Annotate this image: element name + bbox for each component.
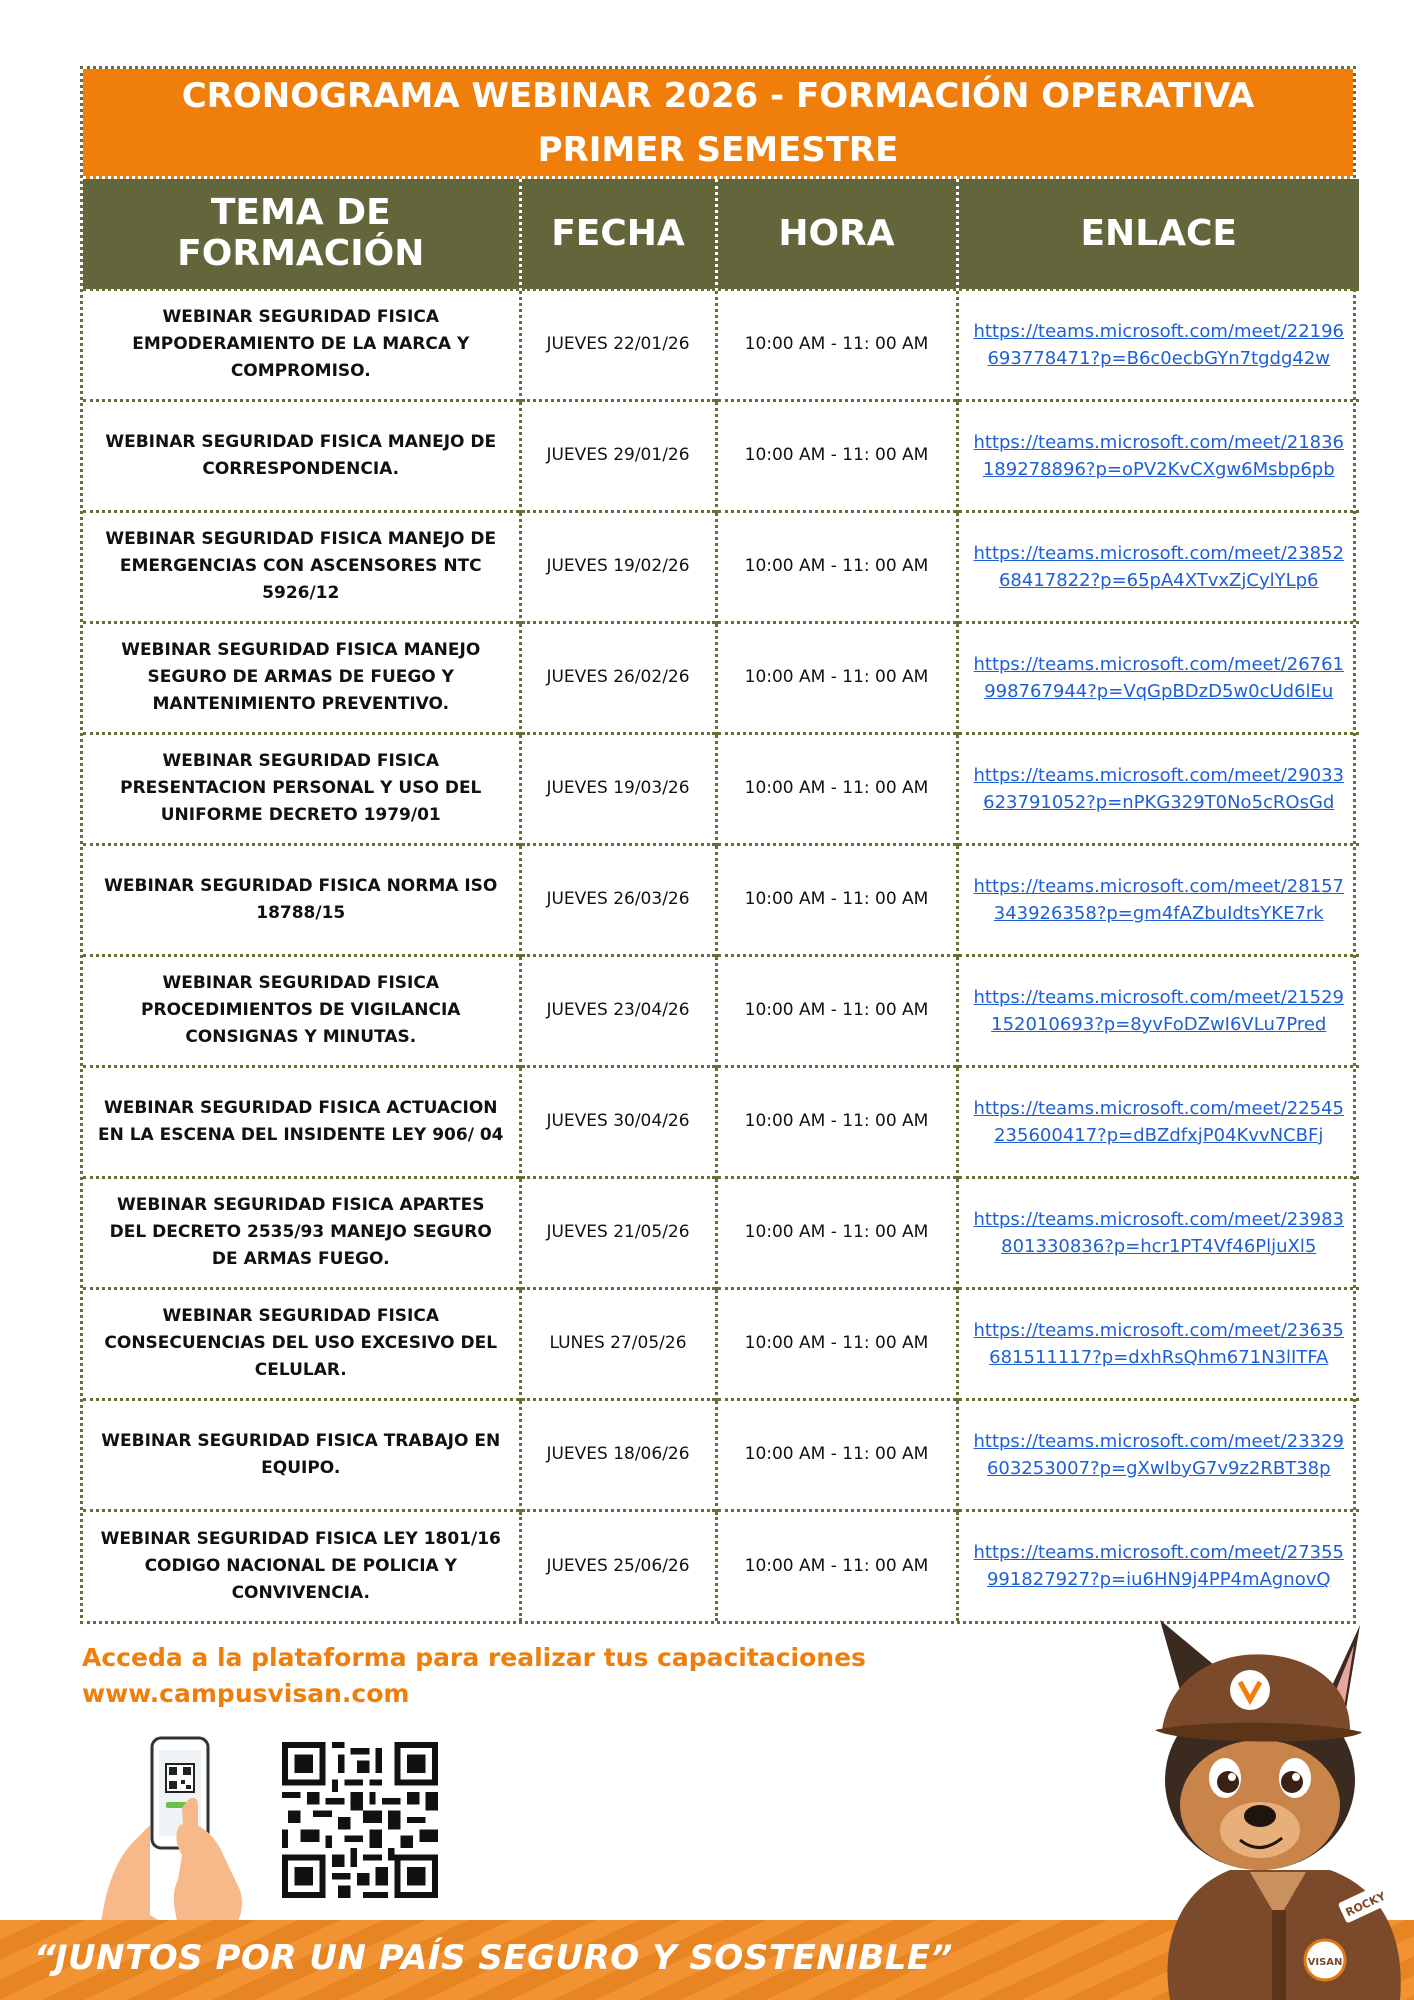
row-time: 10:00 AM - 11: 00 AM — [716, 1288, 957, 1399]
row-topic: WEBINAR SEGURIDAD FISICA EMPODERAMIENTO DE LA MARCA Y COMPROMISO. — [83, 289, 520, 400]
row-time: 10:00 AM - 11: 00 AM — [716, 622, 957, 733]
row-topic: WEBINAR SEGURIDAD FISICA PROCEDIMIENTOS DE VIGILANCIA CONSIGNAS Y MINUTAS. — [83, 955, 520, 1066]
row-time: 10:00 AM - 11: 00 AM — [716, 1510, 957, 1621]
row-time: 10:00 AM - 11: 00 AM — [716, 400, 957, 511]
mascot-dog-icon — [1100, 1620, 1414, 2000]
header-link: ENLACE — [957, 179, 1359, 289]
row-meeting-link[interactable]: https://teams.microsoft.com/meet/21529152010693?p=8yvFoDZwI6VLu7Pred — [957, 955, 1359, 1066]
mascot-badge-text: VISAN — [1307, 1957, 1343, 1968]
row-meeting-link[interactable]: https://teams.microsoft.com/meet/21836189278896?p=oPV2KvCXgw6Msbp6pb — [957, 400, 1359, 511]
row-meeting-link[interactable]: https://teams.microsoft.com/meet/22196693778471?p=B6c0ecbGYn7tgdg42w — [957, 289, 1359, 400]
row-date: JUEVES 18/06/26 — [520, 1399, 716, 1510]
table-row — [83, 1066, 1359, 1177]
row-topic: WEBINAR SEGURIDAD FISICA MANEJO DE CORRESPONDENCIA. — [83, 400, 520, 511]
qr-code-icon — [282, 1742, 438, 1898]
row-meeting-link[interactable]: https://teams.microsoft.com/meet/28157343926358?p=gm4fAZbuIdtsYKE7rk — [957, 844, 1359, 955]
row-date: JUEVES 25/06/26 — [520, 1510, 716, 1621]
row-date: JUEVES 26/03/26 — [520, 844, 716, 955]
promo-text — [82, 1640, 866, 1712]
table-row — [83, 289, 1359, 400]
row-topic: WEBINAR SEGURIDAD FISICA LEY 1801/16 CODIGO NACIONAL DE POLICIA Y CONVIVENCIA. — [83, 1510, 520, 1621]
row-topic: WEBINAR SEGURIDAD FISICA PRESENTACION PERSONAL Y USO DEL UNIFORME DECRETO 1979/01 — [83, 733, 520, 844]
row-time: 10:00 AM - 11: 00 AM — [716, 1177, 957, 1288]
row-time: 10:00 AM - 11: 00 AM — [716, 955, 957, 1066]
row-date: JUEVES 26/02/26 — [520, 622, 716, 733]
row-topic: WEBINAR SEGURIDAD FISICA TRABAJO EN EQUIPO. — [83, 1399, 520, 1510]
row-time: 10:00 AM - 11: 00 AM — [716, 511, 957, 622]
row-time: 10:00 AM - 11: 00 AM — [716, 289, 957, 400]
row-date: JUEVES 29/01/26 — [520, 400, 716, 511]
table-row — [83, 844, 1359, 955]
row-topic: WEBINAR SEGURIDAD FISICA ACTUACION EN LA ESCENA DEL INSIDENTE LEY 906/ 04 — [83, 1066, 520, 1177]
row-time: 10:00 AM - 11: 00 AM — [716, 844, 957, 955]
footer-slogan: “JUNTOS POR UN PAÍS SEGURO Y SOSTENIBLE” — [34, 1938, 954, 1978]
mascot-name-tag: ROCKY — [1343, 1889, 1388, 1920]
row-topic: WEBINAR SEGURIDAD FISICA APARTES DEL DECRETO 2535/93 MANEJO SEGURO DE ARMAS FUEGO. — [83, 1177, 520, 1288]
row-date: JUEVES 21/05/26 — [520, 1177, 716, 1288]
campus-website-link[interactable]: www.campusvisan.com — [82, 1679, 410, 1708]
header-time: HORA — [716, 179, 957, 289]
table-row — [83, 622, 1359, 733]
row-meeting-link[interactable]: https://teams.microsoft.com/meet/23329603253007?p=gXwIbyG7v9z2RBT38p — [957, 1399, 1359, 1510]
row-meeting-link[interactable]: https://teams.microsoft.com/meet/23983801330836?p=hcr1PT4Vf46PljuXl5 — [957, 1177, 1359, 1288]
table-row — [83, 1510, 1359, 1621]
row-meeting-link[interactable]: https://teams.microsoft.com/meet/2385268417822?p=65pA4XTvxZjCylYLp6 — [957, 511, 1359, 622]
table-row — [83, 733, 1359, 844]
row-date: LUNES 27/05/26 — [520, 1288, 716, 1399]
row-topic: WEBINAR SEGURIDAD FISICA CONSECUENCIAS DEL USO EXCESIVO DEL CELULAR. — [83, 1288, 520, 1399]
page-title: CRONOGRAMA WEBINAR 2026 - FORMACIÓN OPERATIVA PRIMER SEMESTRE — [83, 69, 1353, 179]
row-date: JUEVES 23/04/26 — [520, 955, 716, 1066]
promo-line: Acceda a la plataforma para realizar tus capacitaciones — [82, 1643, 866, 1672]
row-topic: WEBINAR SEGURIDAD FISICA MANEJO SEGURO DE ARMAS DE FUEGO Y MANTENIMIENTO PREVENTIVO. — [83, 622, 520, 733]
row-meeting-link[interactable]: https://teams.microsoft.com/meet/23635681511117?p=dxhRsQhm671N3lITFA — [957, 1288, 1359, 1399]
row-time: 10:00 AM - 11: 00 AM — [716, 733, 957, 844]
table-row — [83, 1288, 1359, 1399]
table-row — [83, 1399, 1359, 1510]
header-date: FECHA — [520, 179, 716, 289]
table-row — [83, 955, 1359, 1066]
phone-hand-icon — [80, 1730, 260, 1930]
row-date: JUEVES 22/01/26 — [520, 289, 716, 400]
row-date: JUEVES 19/02/26 — [520, 511, 716, 622]
row-time: 10:00 AM - 11: 00 AM — [716, 1399, 957, 1510]
table-header-row — [83, 179, 1359, 289]
schedule-table-container — [80, 66, 1356, 1624]
table-row — [83, 400, 1359, 511]
row-meeting-link[interactable]: https://teams.microsoft.com/meet/29033623791052?p=nPKG329T0No5cROsGd — [957, 733, 1359, 844]
table-row — [83, 511, 1359, 622]
row-topic: WEBINAR SEGURIDAD FISICA MANEJO DE EMERGENCIAS CON ASCENSORES NTC 5926/12 — [83, 511, 520, 622]
row-meeting-link[interactable]: https://teams.microsoft.com/meet/27355991827927?p=iu6HN9j4PP4mAgnovQ — [957, 1510, 1359, 1621]
schedule-table — [83, 179, 1359, 1621]
row-date: JUEVES 19/03/26 — [520, 733, 716, 844]
row-date: JUEVES 30/04/26 — [520, 1066, 716, 1177]
table-row — [83, 1177, 1359, 1288]
row-meeting-link[interactable]: https://teams.microsoft.com/meet/22545235600417?p=dBZdfxjP04KvvNCBFj — [957, 1066, 1359, 1177]
row-meeting-link[interactable]: https://teams.microsoft.com/meet/26761998767944?p=VqGpBDzD5w0cUd6lEu — [957, 622, 1359, 733]
header-topic: TEMA DE FORMACIÓN — [83, 179, 520, 289]
row-time: 10:00 AM - 11: 00 AM — [716, 1066, 957, 1177]
row-topic: WEBINAR SEGURIDAD FISICA NORMA ISO 18788/15 — [83, 844, 520, 955]
